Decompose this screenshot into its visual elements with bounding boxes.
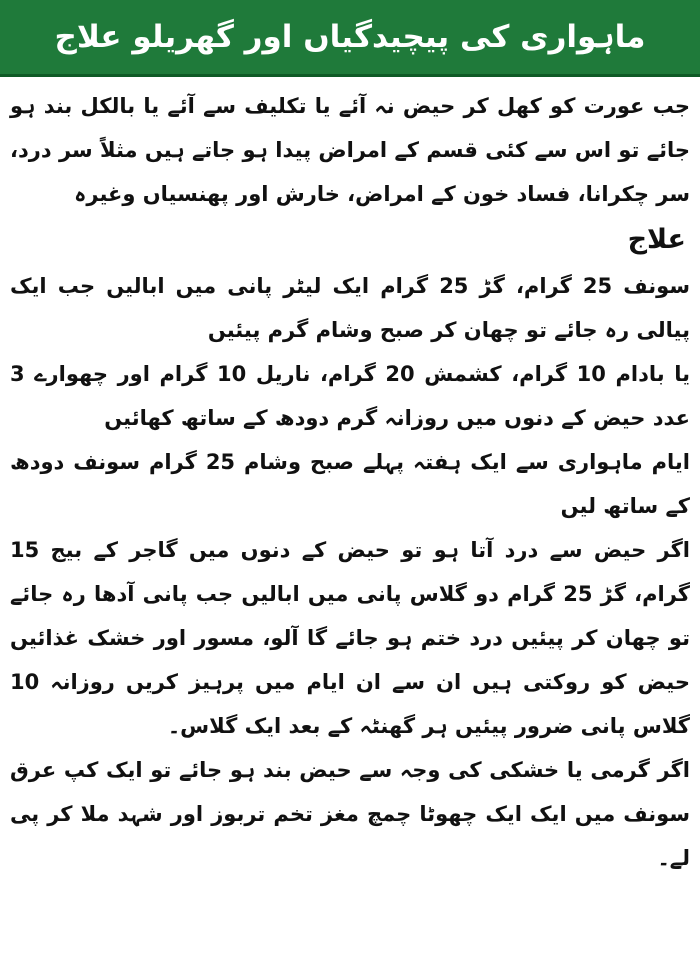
article-body [10,84,690,880]
remedy-paragraph-5: اگر گرمی یا خشکی کی وجہ سے حیض بند ہو جائے تو ایک کپ عرق سونف میں ایک ایک چھوٹا چمچ مغز تخم تربوز اور شہد ملا کر پی لے۔ [10,758,690,870]
page-title: ماہواری کی پیچیدگیاں اور گھریلو علاج [54,19,646,55]
remedy-paragraph-3: ایام ماہواری سے ایک ہفتہ پہلے صبح وشام 25 گرام سونف دودھ کے ساتھ لیں [10,450,690,518]
treatment-heading: علاج [627,224,686,255]
remedy-paragraph-4: اگر حیض سے درد آتا ہو تو حیض کے دنوں میں گاجر کے بیج 15 گرام، گڑ 25 گرام دو گلاس پانی میں ابالیں جب پانی آدھا رہ جائے تو چھان کر پیئیں درد ختم ہو جائے گا آلو، مسور اور خشک غذائیں حیض کو روکتی ہیں ان سے ان ایام میں پرہیز کریں روزانہ 10 گلاس پانی ضرور پیئیں ہر گھنٹہ کے بعد ایک گلاس۔ [10,538,690,738]
intro-paragraph: جب عورت کو کھل کر حیض نہ آئے یا تکلیف سے آئے یا بالکل بند ہو جائے تو اس سے کئی قسم کے امراض پیدا ہو جاتے ہیں مثلاً سر درد، سر چکرانا، فساد خون کے امراض، خارش اور پھنسیاں وغیرہ [10,94,690,206]
remedy-paragraph-1: سونف 25 گرام، گڑ 25 گرام ایک لیٹر پانی میں ابالیں جب ایک پیالی رہ جائے تو چھان کر صبح وشام گرم پیئیں [10,274,690,342]
title-banner [0,0,700,77]
remedy-paragraph-2: یا بادام 10 گرام، کشمش 20 گرام، ناریل 10 گرام اور چھوارے 3 عدد حیض کے دنوں میں روزانہ گرم دودھ کے ساتھ کھائیں [10,362,691,430]
